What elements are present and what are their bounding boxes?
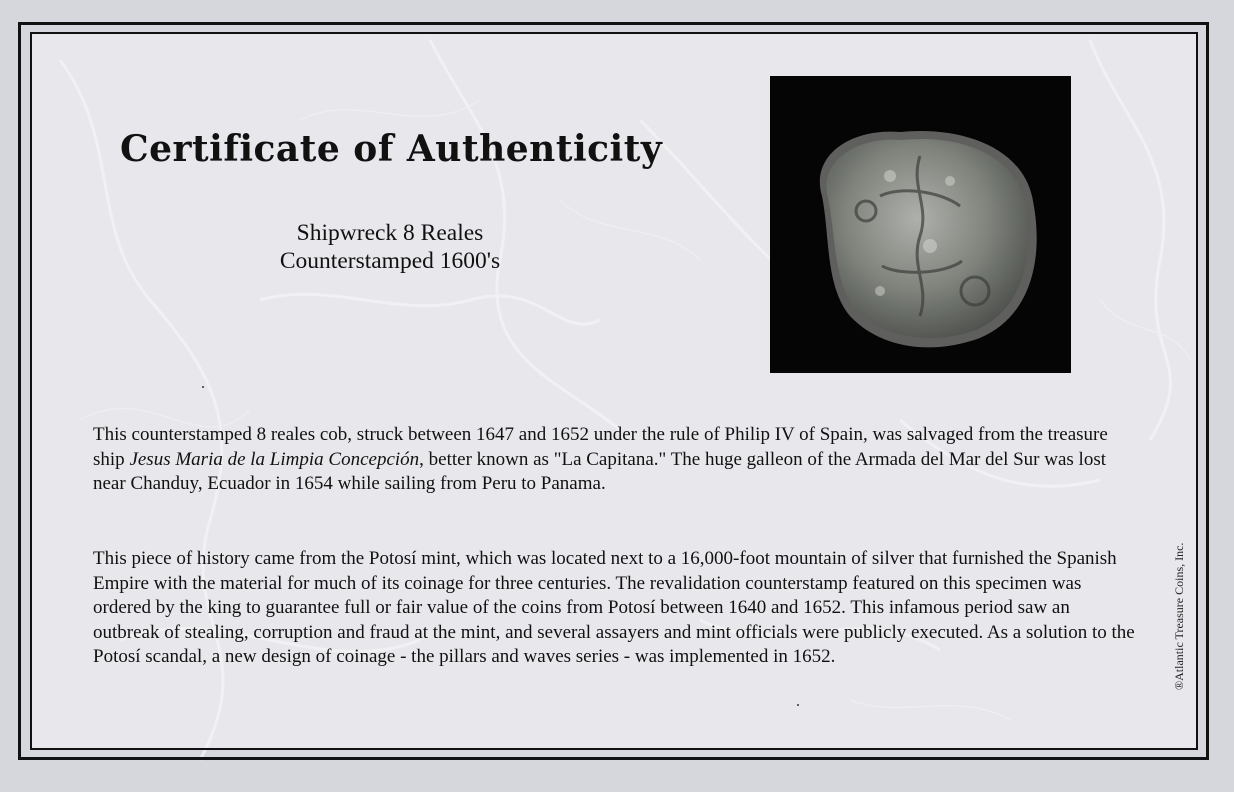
subtitle-line-2: Counterstamped 1600's [279, 248, 501, 274]
certificate-title: Certificate of Authenticity [120, 128, 663, 170]
copyright-notice: ®Atlantic Treasure Coins, Inc. [1172, 542, 1186, 690]
ship-name: Jesus Maria de la Limpia Concepción [129, 448, 420, 470]
paragraph-1-text-start: This counterstamped 8 reales cob, struck between 1647 and 1652 under the rule of Philip IV of Spain, was salvaged from the treasure ship [93, 424, 1108, 470]
description-paragraph-1 [93, 423, 1138, 497]
paragraph-1-text-end: , better known as "La Capitana." The huge galleon of the Armada del Mar del Sur was lost near Chanduy, Ecuador in 1654 while sailing from Peru to Panama. [93, 448, 1106, 494]
certificate-subtitle [220, 219, 560, 275]
coin-photo-icon [770, 76, 1071, 373]
speck [202, 386, 204, 388]
subtitle-line-1: Shipwreck 8 Reales [296, 220, 484, 246]
description-paragraph-2: This piece of history came from the Potosí mint, which was located next to a 16,000-foot mountain of silver that furnished the Spanish Empire with the material for much of its coinage for three centuries. The revalidation counterstamp featured on this specimen was ordered by the king to guarantee full or fair value of the coins from Potosí between 1640 and 1652. This infamous period saw an outbreak of stealing, corruption and fraud at the mint, and several assayers and mint officials were publicly executed. As a solution to the Potosí scandal, a new design of coinage - the pillars and waves series - was implemented in 1652. [93, 548, 1135, 667]
speck [797, 704, 799, 706]
coin-photo [770, 76, 1071, 373]
